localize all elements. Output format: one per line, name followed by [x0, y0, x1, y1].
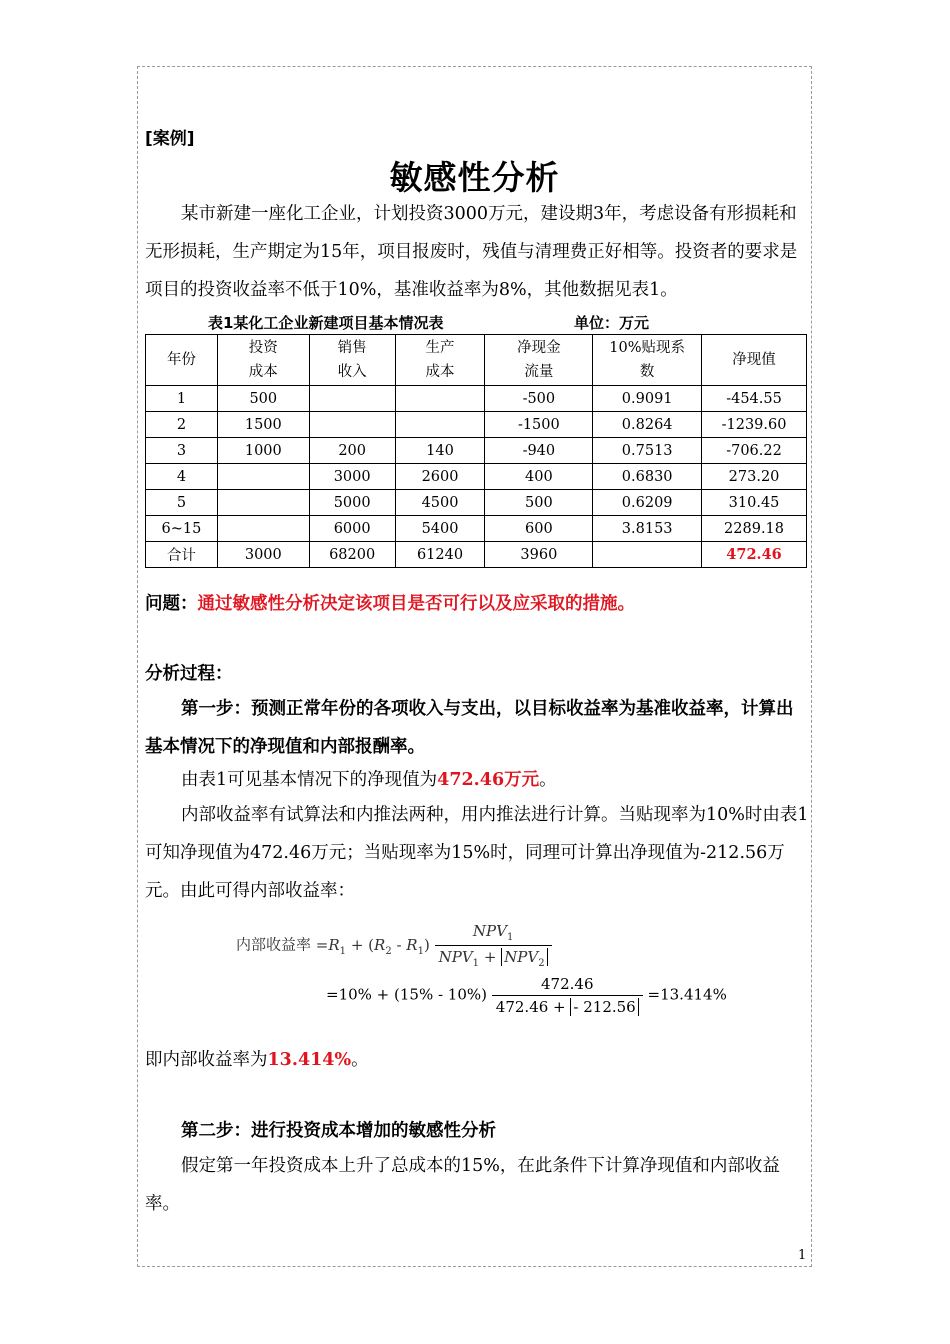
table-cell [309, 386, 395, 412]
result-prefix: 即内部收益率为 [145, 1050, 268, 1070]
table-header-cell [217, 335, 309, 386]
table-cell: 6~15 [146, 516, 218, 542]
table-cell [309, 412, 395, 438]
table-cell: 3000 [217, 542, 309, 568]
table-row [146, 386, 807, 412]
table-header-cell [395, 335, 485, 386]
step1-result [145, 1041, 809, 1079]
table-cell [395, 386, 485, 412]
table-header-line: 生产 [425, 340, 455, 356]
table-cell: 合计 [146, 542, 218, 568]
step1-irr-text: 内部收益率有试算法和内推法两种，用内推法进行计算。当贴现率为10%时由表1可知净现值为472.46万元；当贴现率为15%时，同理可计算出净现值为-212.56万元。由此可得内部收益率： [145, 805, 809, 901]
table-header-line: 净现金 [517, 340, 561, 356]
formula2-result: =13.414% [647, 985, 727, 1004]
table-cell: -454.55 [702, 386, 807, 412]
table-header-line: 成本 [248, 364, 278, 380]
table-cell: -940 [485, 438, 593, 464]
table-header-line: 数 [639, 364, 655, 380]
table-header-row [146, 335, 807, 386]
formula2-prefix: =10% + (15% - 10%) [326, 985, 488, 1004]
table-cell: 4 [146, 464, 218, 490]
table-cell: 310.45 [702, 490, 807, 516]
table-cell: 0.6209 [593, 490, 702, 516]
table-cell: 3000 [309, 464, 395, 490]
table-header-line: 收入 [337, 364, 367, 380]
table-cell: 1 [146, 386, 218, 412]
formula-lhs: 内部收益率 [236, 935, 312, 954]
table-cell: 6000 [309, 516, 395, 542]
table-header-line: 成本 [425, 364, 455, 380]
table-cell: 68200 [309, 542, 395, 568]
page-title: 敏感性分析 [389, 158, 560, 197]
npv-suffix: 。 [539, 770, 557, 790]
table-cell: 0.7513 [593, 438, 702, 464]
table-cell [217, 516, 309, 542]
table-row [146, 438, 807, 464]
table-cell: -500 [485, 386, 593, 412]
table-cell: -1239.60 [702, 412, 807, 438]
table-row [146, 490, 807, 516]
table-header-cell [485, 335, 593, 386]
step1-npv [145, 761, 809, 799]
table-cell [217, 464, 309, 490]
table-cell: 1500 [217, 412, 309, 438]
table-cell: 2 [146, 412, 218, 438]
npv-prefix: 由表1可见基本情况下的净现值为 [181, 770, 438, 790]
table-cell: 600 [485, 516, 593, 542]
npv-value: 472.46万元 [437, 770, 540, 790]
table-caption: 表1某化工企业新建项目基本情况表 [208, 314, 444, 332]
table-cell: 3960 [485, 542, 593, 568]
formula1-num: NPV [472, 922, 507, 940]
table-header-cell [702, 335, 807, 386]
table-cell: -706.22 [702, 438, 807, 464]
step2-heading: 第二步：进行投资成本增加的敏感性分析 [181, 1121, 496, 1141]
analysis-label: 分析过程： [145, 664, 233, 684]
table-header-line: 净现值 [732, 352, 776, 368]
question-label: 问题： [145, 594, 198, 614]
formula1-fraction: $\frac{NPV_1}{NPV_1 + NPV_2}$ [435, 922, 552, 969]
result-value: 13.414% [267, 1050, 352, 1070]
table-cell: 5000 [309, 490, 395, 516]
formula2-den-b: - 212.56 [570, 998, 638, 1016]
table-header-cell [593, 335, 702, 386]
table-cell: 4500 [395, 490, 485, 516]
table-cell: 3 [146, 438, 218, 464]
table-header-line: 年份 [166, 352, 196, 368]
table-cell: 472.46 [702, 542, 807, 568]
table-header-line: 10%贴现系 [609, 340, 686, 356]
table-cell: 2600 [395, 464, 485, 490]
step1-heading: 第一步：预测正常年份的各项收入与支出，以目标收益率为基准收益率，计算出基本情况下的净现值和内部报酬率。 [145, 699, 794, 757]
table-cell: 5 [146, 490, 218, 516]
data-table [145, 334, 807, 568]
table-cell: 5400 [395, 516, 485, 542]
table-header-line: 流量 [524, 364, 554, 380]
table-cell: 200 [309, 438, 395, 464]
table-cell: 61240 [395, 542, 485, 568]
table-header-line: 销售 [337, 340, 367, 356]
table-cell [593, 542, 702, 568]
formula2-fraction [492, 975, 643, 1016]
formula1-den-b: NPV [504, 948, 539, 966]
formula1-den-a: NPV [438, 948, 473, 966]
table-cell [217, 490, 309, 516]
table-cell: 400 [485, 464, 593, 490]
case-label: [案例] [145, 129, 195, 149]
table-cell: 500 [217, 386, 309, 412]
result-suffix: 。 [351, 1050, 369, 1070]
table-row [146, 412, 807, 438]
table-row [146, 516, 807, 542]
table-row [146, 464, 807, 490]
formula2-num: 472.46 [492, 975, 643, 996]
page-number: 1 [798, 1248, 807, 1263]
table-cell: 140 [395, 438, 485, 464]
table-header-cell [146, 335, 218, 386]
question-text: 通过敏感性分析决定该项目是否可行以及应采取的措施。 [197, 594, 635, 614]
formula-irr-calculation [326, 975, 727, 1016]
formula2-den-a: 472.46 + [495, 998, 566, 1016]
step2-text: 假定第一年投资成本上升了总成本的15%，在此条件下计算净现值和内部收益率。 [145, 1156, 780, 1214]
table-cell: 0.8264 [593, 412, 702, 438]
table-header-line: 投资 [248, 340, 278, 356]
table-cell: -1500 [485, 412, 593, 438]
table-header-cell [309, 335, 395, 386]
table-unit: 单位：万元 [574, 314, 650, 332]
table-cell: 3.8153 [593, 516, 702, 542]
intro-paragraph: 某市新建一座化工企业，计划投资3000万元，建设期3年，考虑设备有形损耗和无形损耗，生产期定为15年，项目报废时，残值与清理费正好相等。投资者的要求是项目的投资收益率不低于10%，基准收益率为8%，其他数据见表1。 [145, 204, 798, 300]
table-row [146, 542, 807, 568]
question [145, 585, 809, 623]
table-cell: 500 [485, 490, 593, 516]
table-cell: 273.20 [702, 464, 807, 490]
table-cell [395, 412, 485, 438]
table-cell: 2289.18 [702, 516, 807, 542]
formula-irr-definition: 内部收益率 $=R_1 + (R_2 - R_1)$ $\frac{NPV_1}{NPV_1 + NPV_2}$ [236, 922, 552, 969]
table-cell: 1000 [217, 438, 309, 464]
table-cell: 0.9091 [593, 386, 702, 412]
table-cell: 0.6830 [593, 464, 702, 490]
